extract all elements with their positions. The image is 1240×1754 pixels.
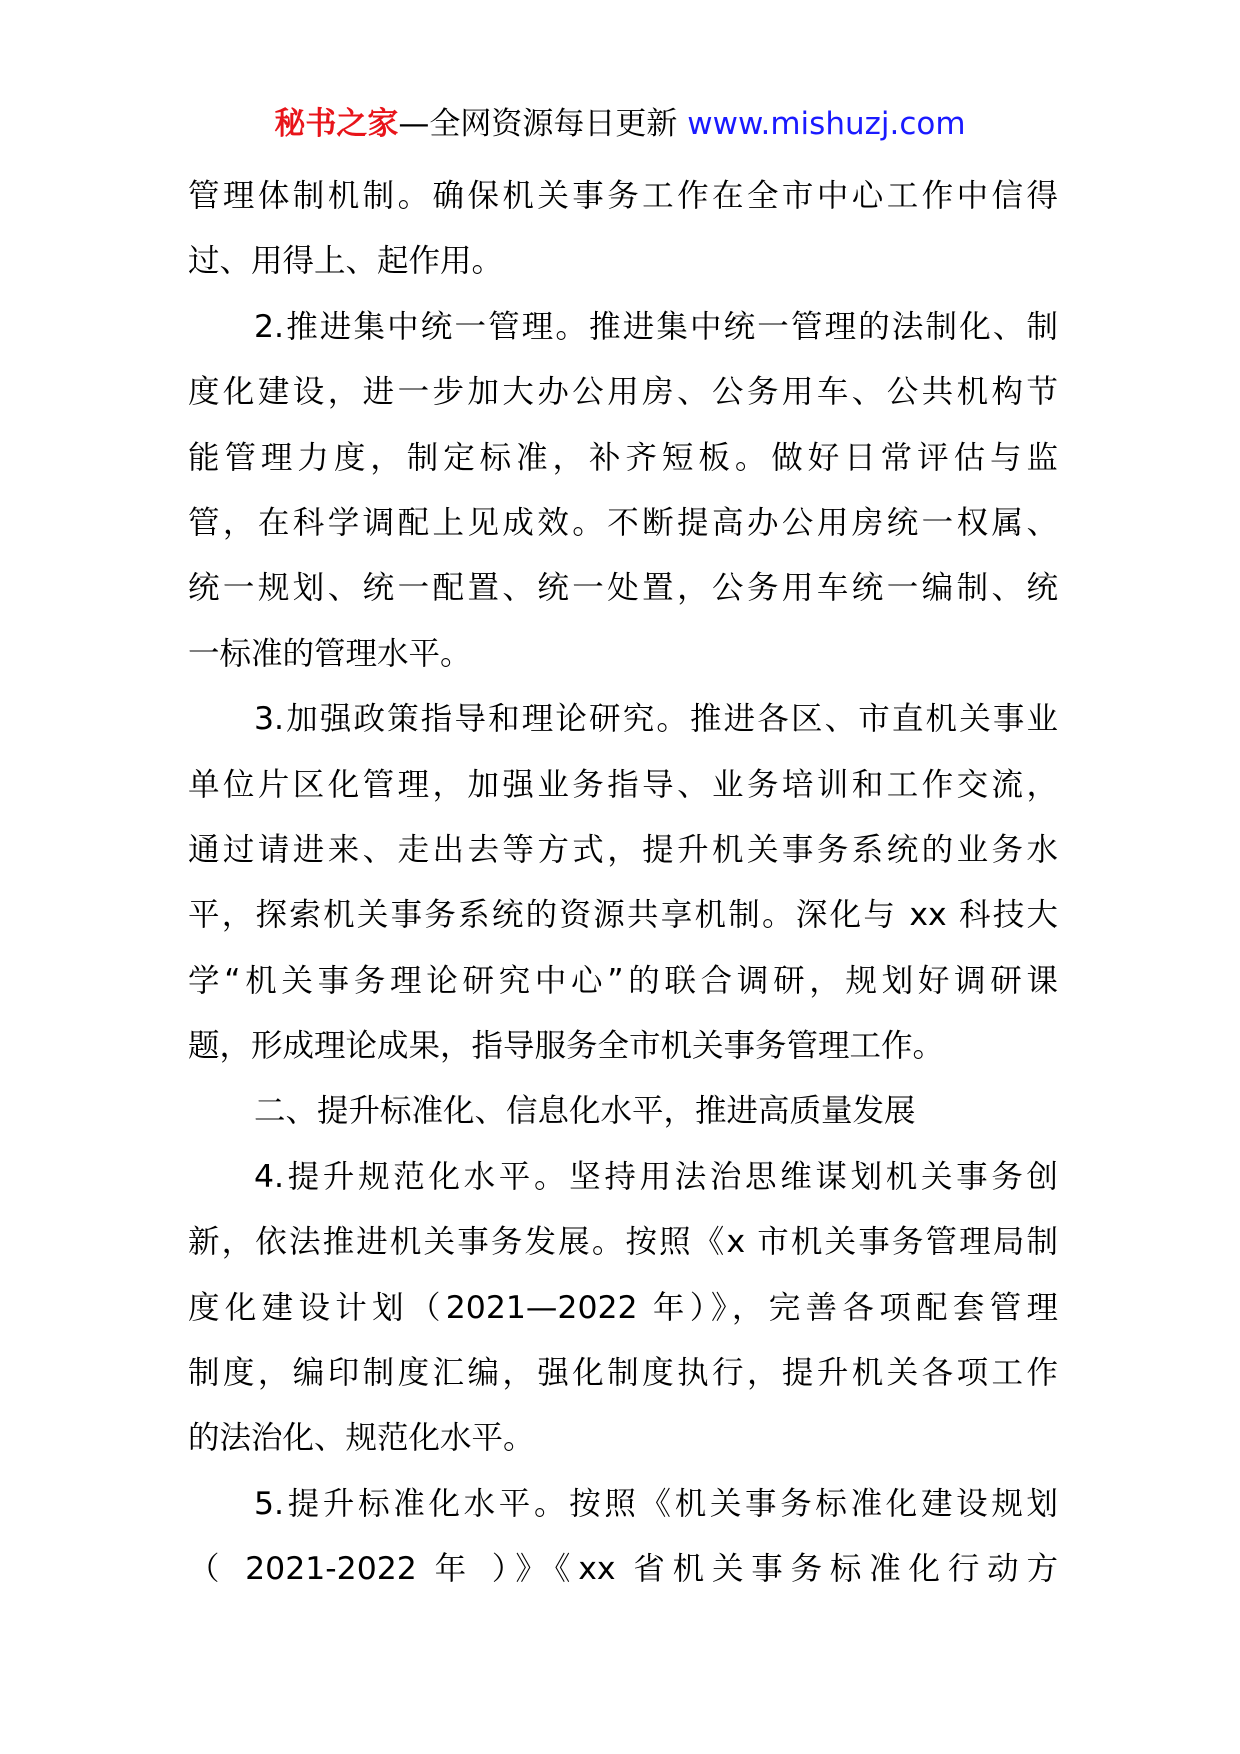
text-line: 能管理力度，制定标准，补齐短板。做好日常评估与监	[188, 439, 1058, 476]
text-line: 过、用得上、起作用。	[188, 243, 504, 280]
text-line: 一标准的管理水平。	[188, 635, 472, 672]
paragraph-heading-5: 5.提升标准化水平。按照《机关事务标准化建设规划	[254, 1485, 1058, 1522]
text-line: 统一规划、统一配置、统一处置，公务用车统一编制、统	[188, 570, 1058, 607]
brand-name: 秘书之家	[274, 106, 399, 142]
text-line: 单位片区化管理，加强业务指导、业务培训和工作交流，	[188, 766, 1058, 803]
text-line: 的法治化、规范化水平。	[188, 1420, 535, 1457]
text-line: 管理体制机制。确保机关事务工作在全市中心工作中信得	[188, 178, 1058, 214]
paragraph-heading-3: 3.加强政策指导和理论研究。推进各区、市直机关事业	[254, 701, 1058, 738]
text-line: 度化建设计划（2021—2022 年）》，完善各项配套管理	[188, 1289, 1058, 1326]
site-header	[0, 102, 1240, 146]
text-line: 平，探索机关事务系统的资源共享机制。深化与 xx 科技大	[188, 897, 1058, 934]
header-tagline: —全网资源每日更新	[398, 106, 678, 142]
document-body	[188, 164, 1058, 1603]
text-line: 通过请进来、走出去等方式，提升机关事务系统的业务水	[188, 831, 1058, 868]
text-line: 度化建设，进一步加大办公用房、公务用车、公共机构节	[188, 374, 1058, 411]
paragraph-heading-4: 4.提升规范化水平。坚持用法治思维谋划机关事务创	[254, 1158, 1058, 1195]
text-line: 管，在科学调配上见成效。不断提高办公用房统一权属、	[188, 504, 1058, 541]
text-line: 制度，编印制度汇编，强化制度执行，提升机关各项工作	[188, 1355, 1058, 1392]
text-line: 新，依法推进机关事务发展。按照《x 市机关事务管理局制	[188, 1224, 1058, 1261]
section-heading: 二、提升标准化、信息化水平，推进高质量发展	[254, 1093, 916, 1130]
text-line: （ 2021-2022 年 ）》《xx 省机关事务标准化行动方	[188, 1551, 1058, 1588]
paragraph-heading-2: 2.推进集中统一管理。推进集中统一管理的法制化、制	[254, 308, 1058, 345]
text-line: 题，形成理论成果，指导服务全市机关事务管理工作。	[188, 1028, 945, 1065]
text-line: 学“机关事务理论研究中心”的联合调研，规划好调研课	[188, 962, 1058, 999]
site-url-link[interactable]: www.mishuzj.com	[687, 106, 966, 142]
